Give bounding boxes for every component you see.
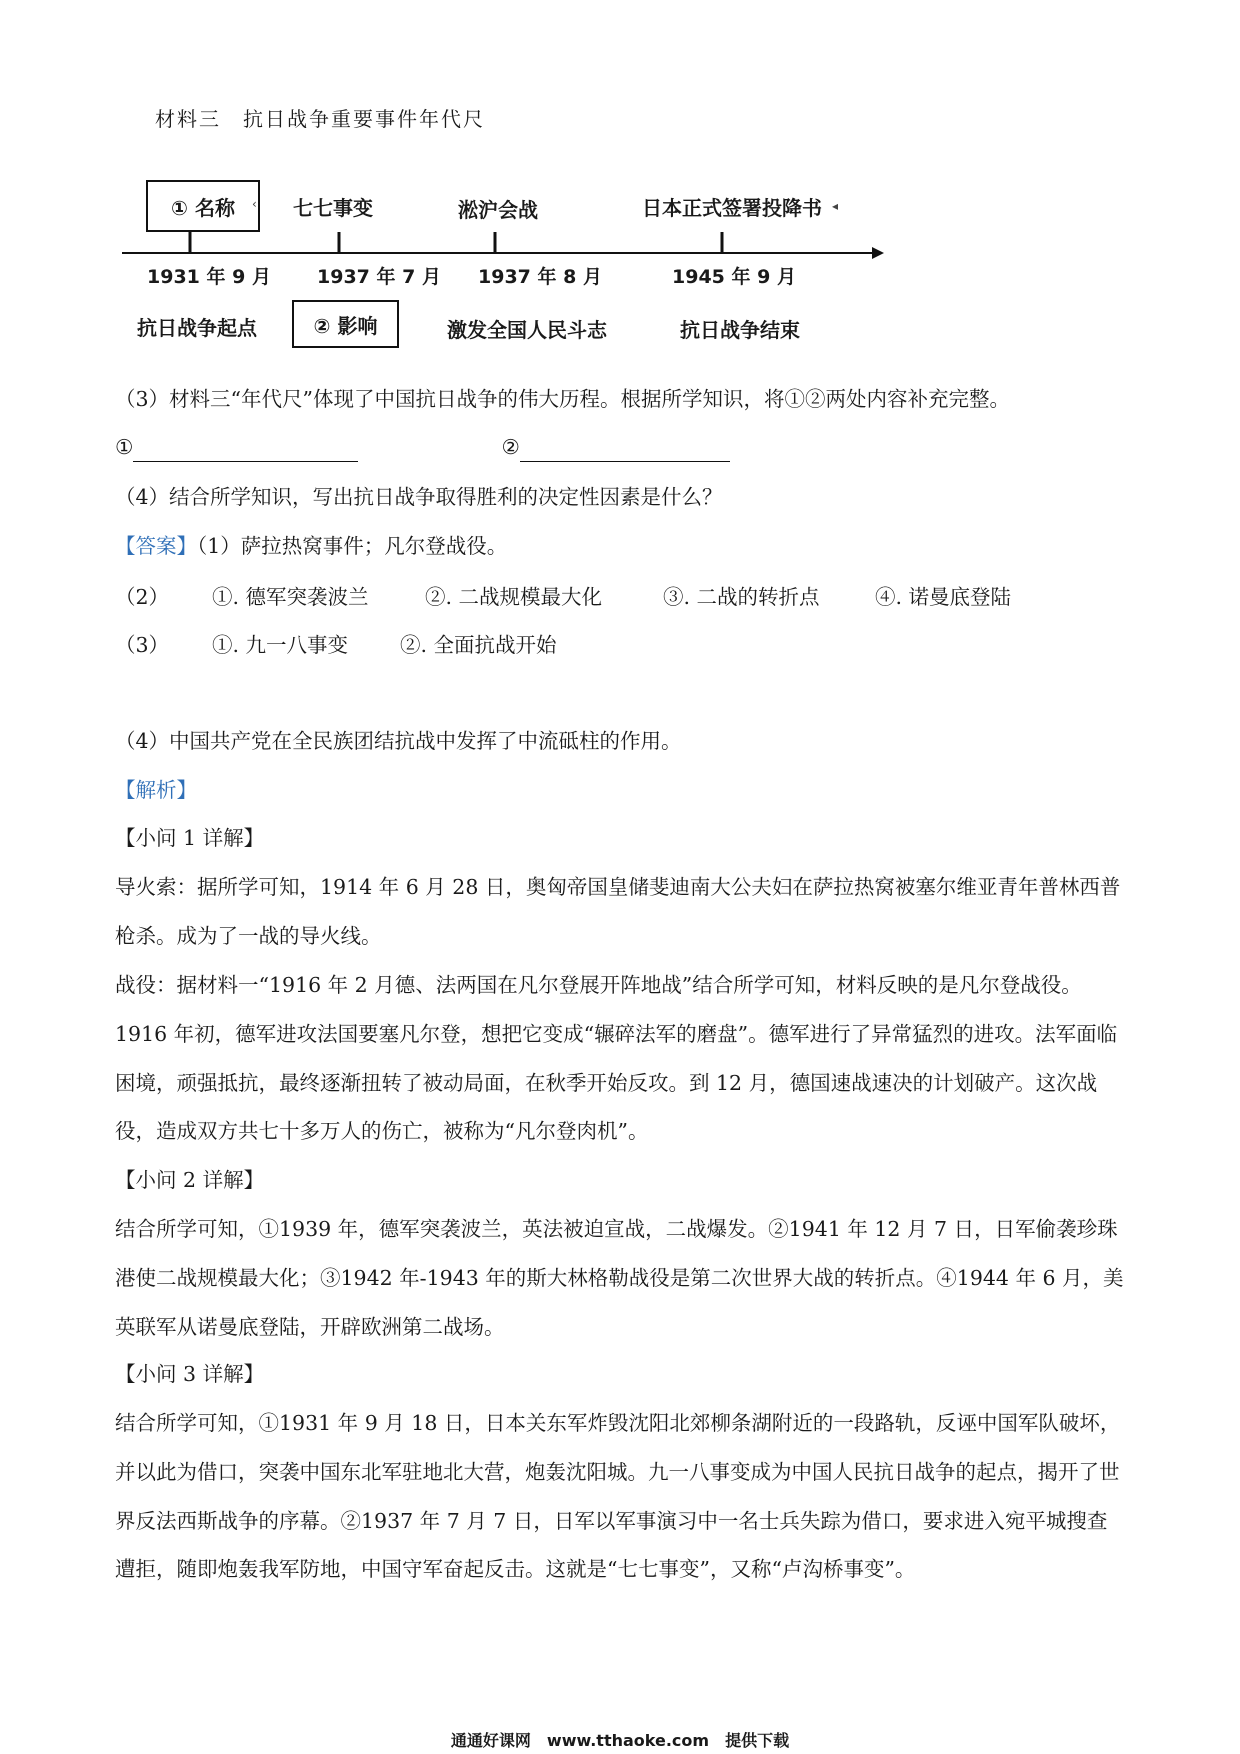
answer-4: （4）中国共产党在全民族团结抗战中发挥了中流砥柱的作用。: [115, 729, 682, 753]
answer-2-num: （2）: [115, 585, 170, 609]
timeline-box-impact: ② 影响: [292, 300, 399, 348]
question-4: （4）结合所学知识，写出抗日战争取得胜利的决定性因素是什么？: [115, 485, 723, 509]
timeline-label-end: 抗日战争结束: [680, 318, 800, 342]
question-3: （3）材料三“年代尺”体现了中国抗日战争的伟大历程。根据所学知识，将①②两处内容补充完整。: [115, 387, 1011, 411]
sub1-title: 【小问 1 详解】: [115, 826, 265, 850]
sub3-title: 【小问 3 详解】: [115, 1362, 265, 1386]
timeline-box-name: ① 名称: [146, 180, 260, 232]
sub1-text: 导火索：据所学可知，1914 年 6 月 28 日，奥匈帝国皇储斐迪南大公夫妇在萨拉热窝被塞尔维亚青年普林西普枪杀。成为了一战的导火线。: [115, 875, 1121, 948]
timeline-date-1: 1931 年 9 月: [147, 266, 271, 288]
answer-3-num: （3）: [115, 633, 170, 657]
answer-2-item-3: ③. 二战的转折点: [663, 585, 820, 609]
timeline-event-2: 淞沪会战: [458, 198, 538, 222]
answer-2-item-2: ②. 二战规模最大化: [425, 585, 603, 609]
sub2-title: 【小问 2 详解】: [115, 1168, 265, 1192]
timeline-label-start: 抗日战争起点: [137, 316, 257, 340]
sub3-text: 结合所学可知，①1931 年 9 月 18 日，日本关东军炸毁沈阳北郊柳条湖附近的一段路轨，反诬中国军队破坏，并以此为借口，突袭中国东北军驻地北大营，炮轰沈阳城。九一八事变成为中国人民抗日战争的起点，揭开了世界反法西斯战争的序幕。②1937 年 7 月 7 日，日军以军事演习中一名士兵失踪为借口，要求进入宛平城搜查遭拒，随即炮轰我军防地，中国守军奋起反击。这就是“七七事变”，又称“卢沟桥事变”。: [115, 1411, 1121, 1582]
answer-1: （1）萨拉热窝事件；凡尔登战役。: [197, 534, 508, 558]
blank-2-line: [520, 439, 730, 462]
blank-1-line: [133, 439, 358, 462]
timeline: [0, 0, 1240, 360]
marker-icon: ◂: [832, 199, 839, 213]
answer-2-item-4: ④. 诺曼底登陆: [875, 585, 1012, 609]
answer-3-item-1: ①. 九一八事变: [212, 633, 349, 657]
sub2-text: 结合所学可知，①1939 年，德军突袭波兰，英法被迫宣战，二战爆发。②1941 年 12 月 7 日，日军偷袭珍珠港使二战规模最大化；③1942 年-1943 年的斯大林格勒战役是第二次世界大战的转折点。④1944 年 6 月，美英联军从诺曼底登陆，开辟欧洲第二战场。: [115, 1217, 1124, 1339]
sub1-text-2: 战役：据材料一“1916 年 2 月德、法两国在凡尔登展开阵地战”结合所学可知，材料反映的是凡尔登战役。1916 年初，德军进攻法国要塞凡尔登，想把它变成“辗碎法军的磨盘”。德军进行了异常猛烈的进攻。法军面临困境，顽强抵抗，最终逐渐扭转了被动局面，在秋季开始反攻。到 12 月，德国速战速决的计划破产。这次战役，造成双方共七十多万人的伤亡，被称为“凡尔登肉机”。: [115, 973, 1118, 1144]
timeline-date-4: 1945 年 9 月: [672, 266, 796, 288]
timeline-date-3: 1937 年 8 月: [478, 266, 602, 288]
timeline-event-1: 七七事变: [293, 196, 373, 220]
blank-1-label: ①: [115, 435, 134, 459]
answer-3-item-2: ②. 全面抗战开始: [400, 633, 557, 657]
answer-label: 【答案】: [115, 534, 197, 558]
timeline-label-inspire: 激发全国人民斗志: [447, 318, 607, 342]
timeline-event-3: 日本正式签署投降书: [642, 196, 822, 220]
analysis-label: 【解析】: [115, 778, 197, 802]
timeline-date-2: 1937 年 7 月: [317, 266, 441, 288]
answer-2-item-1: ①. 德军突袭波兰: [212, 585, 369, 609]
answer-blanks-row: [115, 432, 730, 462]
marker-icon: ‹: [252, 197, 257, 211]
footer: 通通好课网 www.tthaoke.com 提供下载: [450, 1731, 790, 1750]
blank-2-label: ②: [501, 435, 520, 459]
answer-1-row: [115, 531, 507, 561]
material-title: 材料三 抗日战争重要事件年代尺: [155, 107, 485, 131]
